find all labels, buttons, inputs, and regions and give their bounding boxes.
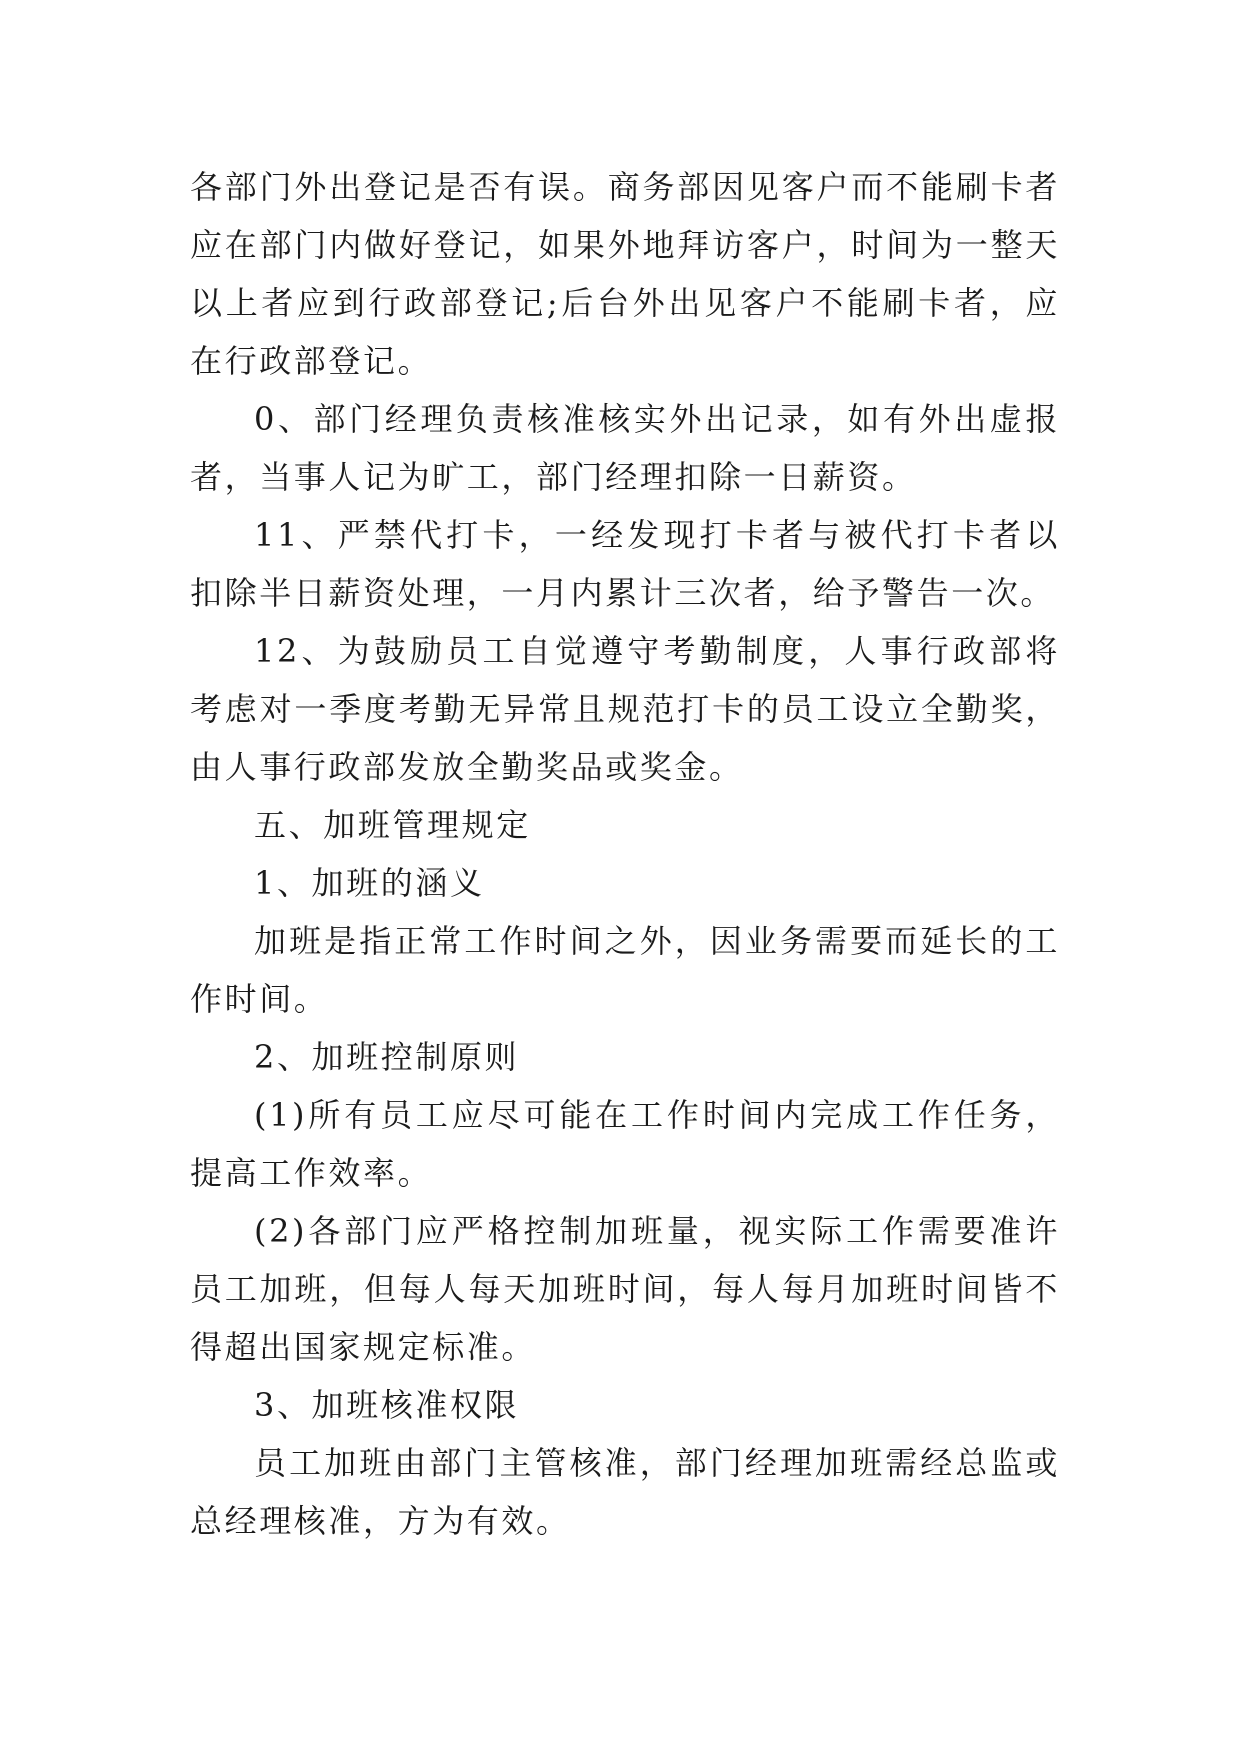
- subheading-overtime-meaning: 1、加班的涵义: [254, 864, 485, 902]
- paragraph-continued-registration: 各部门外出登记是否有误。商务部因见客户而不能刷卡者应在部门内做好登记，如果外地拜访客户，时间为一整天以上者应到行政部登记;后台外出见客户不能刷卡者，应在行政部登记。: [190, 168, 1060, 380]
- paragraph-item-12: 12、为鼓励员工自觉遵守考勤制度，人事行政部将考虑对一季度考勤无异常且规范打卡的员工设立全勤奖，由人事行政部发放全勤奖品或奖金。: [190, 632, 1060, 786]
- paragraph-approval-rule: 员工加班由部门主管核准，部门经理加班需经总监或总经理核准，方为有效。: [190, 1444, 1060, 1540]
- paragraph-control-rule-1: (1)所有员工应尽可能在工作时间内完成工作任务，提高工作效率。: [190, 1096, 1060, 1192]
- paragraph-item-0: 0、部门经理负责核准核实外出记录，如有外出虚报者，当事人记为旷工，部门经理扣除一日薪资。: [190, 400, 1060, 496]
- paragraph-overtime-definition: 加班是指正常工作时间之外，因业务需要而延长的工作时间。: [190, 922, 1060, 1018]
- subheading-overtime-control: 2、加班控制原则: [254, 1038, 520, 1076]
- document-body: [190, 158, 1060, 1550]
- section-heading-overtime: 五、加班管理规定: [254, 806, 531, 844]
- subheading-overtime-approval: 3、加班核准权限: [254, 1386, 520, 1424]
- paragraph-item-11: 11、严禁代打卡，一经发现打卡者与被代打卡者以扣除半日薪资处理，一月内累计三次者，给予警告一次。: [190, 516, 1060, 612]
- paragraph-control-rule-2: (2)各部门应严格控制加班量，视实际工作需要准许员工加班，但每人每天加班时间，每人每月加班时间皆不得超出国家规定标准。: [190, 1212, 1060, 1366]
